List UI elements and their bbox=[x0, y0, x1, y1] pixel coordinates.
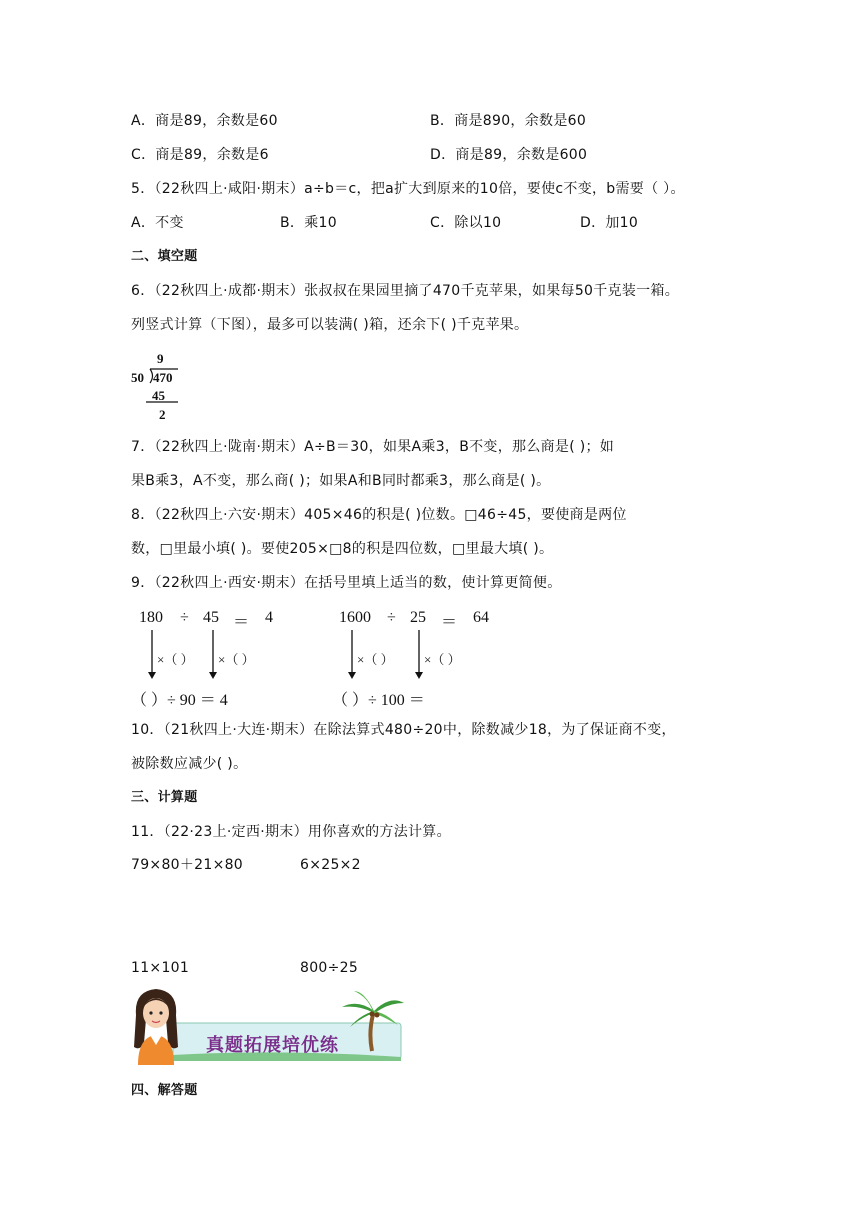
q4-option-a: A．商是89，余数是60 bbox=[131, 113, 278, 129]
eq1-divisor: 45 bbox=[203, 609, 219, 626]
eq1-bottom-line: （ ）÷ 90 ＝ 4 bbox=[131, 692, 228, 709]
division-remainder: 2 bbox=[159, 407, 166, 422]
q10-line1: 10．（21秋四上·大连·期末）在除法算式480÷20中，除数减少18，为了保证商不变， bbox=[131, 722, 676, 738]
q9-line1: 9．（22秋四上·西安·期末）在括号里填上适当的数，使计算更简便。 bbox=[131, 575, 562, 591]
eq2-multiplier-1: ×（ ） bbox=[357, 652, 394, 667]
eq2-divide-sign: ÷ bbox=[387, 609, 396, 626]
q5-stem: 5．（22秋四上·咸阳·期末）a÷b＝c，把a扩大到原来的10倍，要使c不变，b需要（ ）。 bbox=[131, 181, 685, 197]
banner-title: 真题拓展培优练 bbox=[206, 1035, 339, 1055]
q7-line2: 果B乘3，A不变，那么商( )；如果A和B同时都乘3，那么商是( )。 bbox=[131, 473, 551, 489]
q11-expr-3: 11×101 bbox=[131, 960, 190, 976]
q11-expr-4: 800÷25 bbox=[300, 960, 359, 976]
eq1-multiplier-2: ×（ ） bbox=[218, 652, 255, 667]
eq2-dividend: 1600 bbox=[339, 609, 371, 626]
girl-mascot-icon bbox=[134, 989, 178, 1065]
q6-line1: 6．（22秋四上·成都·期末）张叔叔在果园里摘了470千克苹果，如果每50千克装一箱。 bbox=[131, 283, 680, 299]
section-heading-calculation: 三、计算题 bbox=[131, 790, 198, 805]
division-divisor: 50 bbox=[131, 370, 144, 385]
eq1-equals: ＝ bbox=[233, 614, 250, 631]
q8-line1: 8．（22秋四上·六安·期末）405×46的积是( )位数。□46÷45，要使商是两位 bbox=[131, 507, 627, 523]
q11-line1: 11．（22·23上·定西·期末）用你喜欢的方法计算。 bbox=[131, 824, 451, 840]
eq1-dividend: 180 bbox=[139, 609, 163, 626]
q8-line2: 数，□里最小填( )。要使205×□8的积是四位数，□里最大填( )。 bbox=[131, 541, 554, 557]
eq2-result: 64 bbox=[473, 609, 489, 626]
long-division-figure bbox=[128, 350, 188, 430]
division-quotient: 9 bbox=[157, 351, 164, 366]
eq1-result: 4 bbox=[265, 609, 273, 626]
section-banner bbox=[128, 985, 408, 1065]
eq1-divide-sign: ÷ bbox=[180, 609, 189, 626]
division-product: 45 bbox=[152, 388, 165, 403]
q6-line2: 列竖式计算（下图），最多可以装满( )箱，还余下( )千克苹果。 bbox=[131, 317, 529, 333]
eq2-equals: ＝ bbox=[441, 614, 458, 631]
q7-line1: 7．（22秋四上·陇南·期末）A÷B＝30，如果A乘3，B不变，那么商是( )；如 bbox=[131, 439, 615, 455]
division-dividend: 470 bbox=[153, 370, 173, 385]
eq2-divisor: 25 bbox=[410, 609, 426, 626]
eq2-bottom-line: （ ）÷ 100 ＝ bbox=[332, 692, 425, 709]
eq1-multiplier-1: ×（ ） bbox=[157, 652, 194, 667]
q5-option-d: D．加10 bbox=[580, 215, 639, 231]
section-heading-word-problems: 四、解答题 bbox=[131, 1083, 198, 1098]
section-heading-fill-blank: 二、填空题 bbox=[131, 249, 198, 264]
q11-expr-2: 6×25×2 bbox=[300, 857, 361, 873]
q5-option-b: B．乘10 bbox=[280, 215, 337, 231]
q11-expr-1: 79×80＋21×80 bbox=[131, 857, 244, 873]
q4-option-c: C．商是89，余数是6 bbox=[131, 147, 269, 163]
q4-option-b: B．商是890，余数是60 bbox=[430, 113, 587, 129]
eq2-multiplier-2: ×（ ） bbox=[424, 652, 461, 667]
q4-option-d: D．商是89，余数是600 bbox=[430, 147, 588, 163]
q5-option-c: C．除以10 bbox=[430, 215, 502, 231]
q10-line2: 被除数应减少( )。 bbox=[131, 756, 248, 772]
q5-option-a: A．不变 bbox=[131, 215, 184, 231]
